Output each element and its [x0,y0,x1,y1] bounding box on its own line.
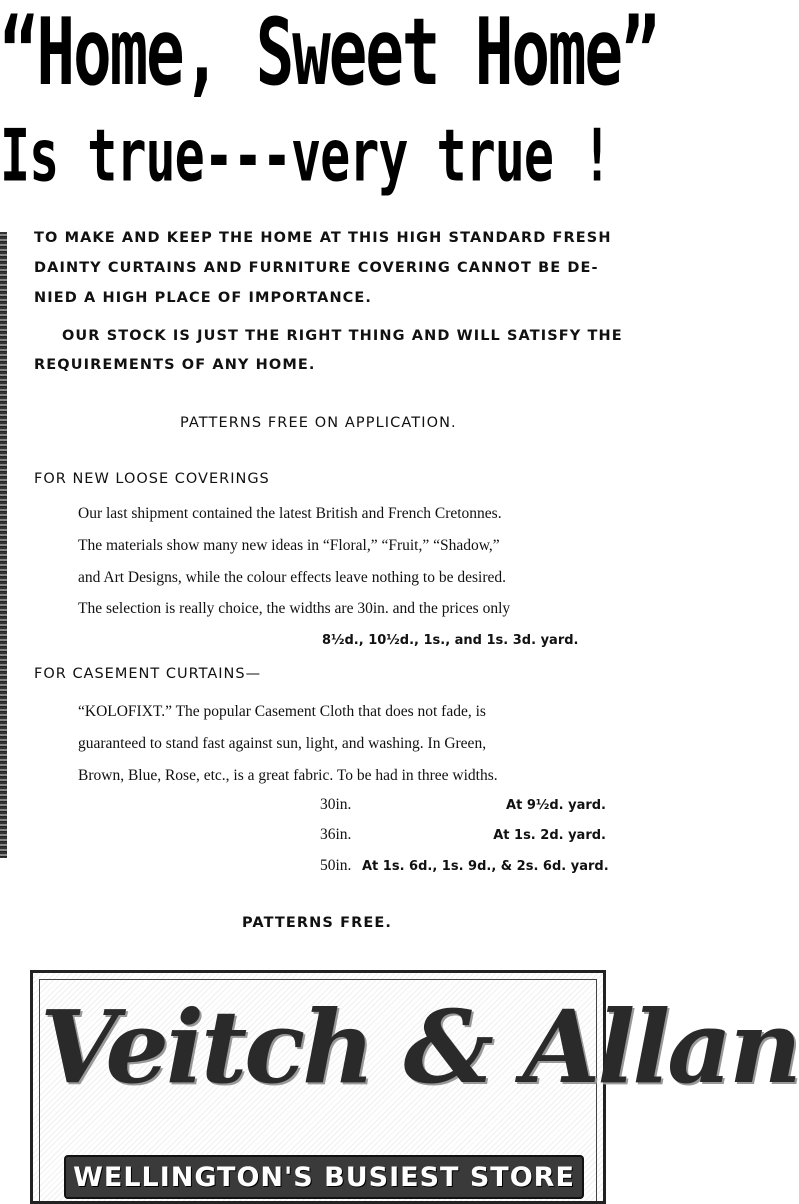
loose-coverings-heading: FOR NEW LOOSE COVERINGS [34,471,270,487]
store-logo-box [30,970,799,1204]
intro-line-2: DAINTY CURTAINS AND FURNITURE COVERING CANNOT BE DE- [34,260,599,276]
headline-is-true: Is true---very true ! [0,114,612,199]
logo-inner-frame [39,979,799,1201]
width-price-50: At 1s. 6d., 1s. 9d., & 2s. 6d. yard. [362,859,609,874]
width-price-30: At 9½d. yard. [506,798,606,813]
slogan-text: WELLINGTON'S BUSIEST STORE [73,1161,575,1193]
loose-coverings-line-1: Our last shipment contained the latest British and French Cretonnes. [78,505,502,522]
patterns-free: PATTERNS FREE. [242,915,392,931]
headline-home-sweet-home: “Home, Sweet Home” [0,0,658,108]
stock-line-1: OUR STOCK IS JUST THE RIGHT THING AND WILL SATISFY THE [62,328,623,344]
width-size-36: 36in. [320,826,352,843]
stock-line-2: REQUIREMENTS OF ANY HOME. [34,357,316,373]
loose-coverings-prices: 8½d., 10½d., 1s., and 1s. 3d. yard. [322,633,579,648]
casement-line-2: guaranteed to stand fast against sun, light, and washing. In Green, [78,735,487,752]
loose-coverings-line-2: The materials show many new ideas in “Floral,” “Fruit,” “Shadow,” [78,537,500,554]
slogan-banner [64,1155,584,1199]
loose-coverings-line-3: and Art Designs, while the colour effects leave nothing to be desired. [78,569,506,586]
patterns-free-on-application: PATTERNS FREE ON APPLICATION. [180,415,457,431]
left-border-rule [0,232,7,858]
casement-line-3: Brown, Blue, Rose, etc., is a great fabric. To be had in three widths. [78,767,498,784]
width-size-30: 30in. [320,796,352,813]
width-size-50: 50in. [320,857,352,874]
intro-line-1: TO MAKE AND KEEP THE HOME AT THIS HIGH STANDARD FRESH [34,230,612,246]
intro-line-3: NIED A HIGH PLACE OF IMPORTANCE. [34,290,373,306]
veitch-and-allan-logo: Veitch & Allan [40,988,799,1106]
loose-coverings-line-4: The selection is really choice, the widths are 30in. and the prices only [78,600,511,617]
width-price-36: At 1s. 2d. yard. [493,828,606,843]
casement-heading: FOR CASEMENT CURTAINS— [34,666,262,682]
casement-line-1: “KOLOFIXT.” The popular Casement Cloth that does not fade, is [78,703,486,720]
